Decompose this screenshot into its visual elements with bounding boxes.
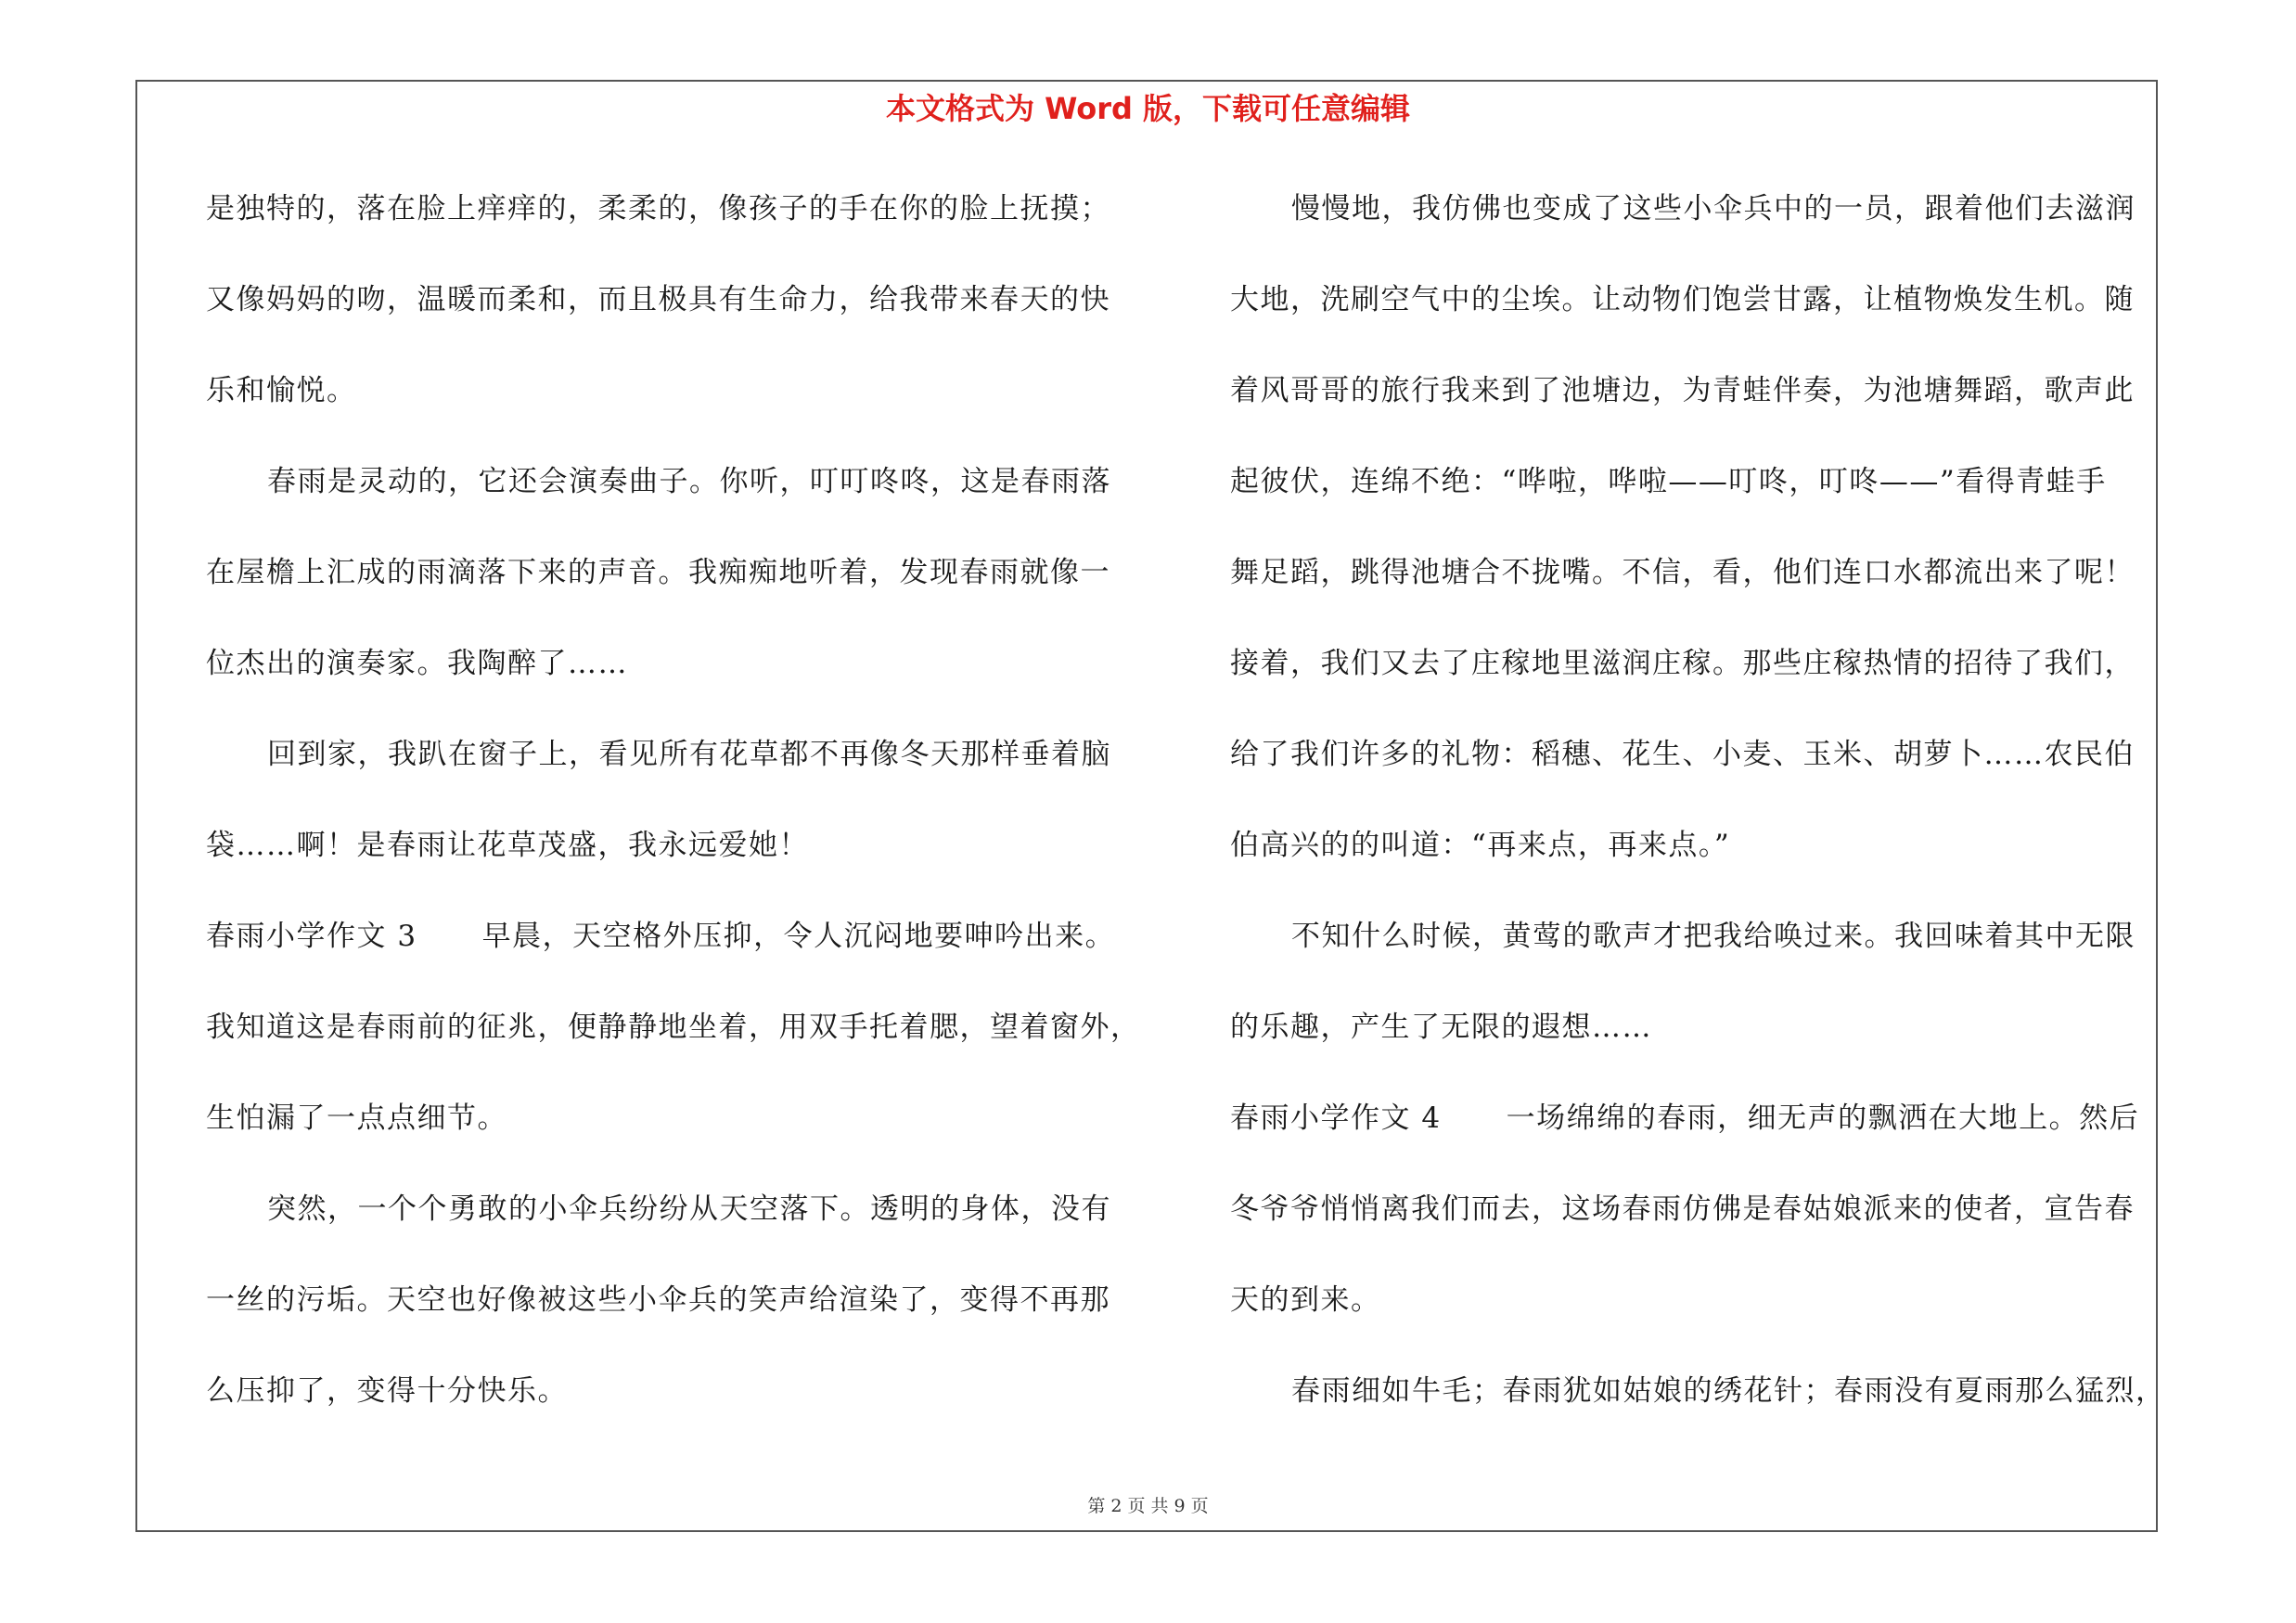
text-line: 早晨，天空格外压抑，令人沉闷地要呻吟出来。 bbox=[481, 920, 1116, 953]
text-line: 一场绵绵的春雨，细无声的飘洒在大地上。然后 bbox=[1506, 1101, 2140, 1135]
text-line: 着风哥哥的旅行我来到了池塘边，为青蛙伴奏，为池塘舞蹈，歌声此 bbox=[1230, 374, 2135, 407]
text-line: 冬爷爷悄悄离我们而去，这场春雨仿佛是春姑娘派来的使者，宣告春 bbox=[1230, 1192, 2135, 1226]
page-number: 第 2 页 共 9 页 bbox=[1087, 1496, 1209, 1516]
text-line: 接着，我们又去了庄稼地里滋润庄稼。那些庄稼热情的招待了我们， bbox=[1230, 647, 2135, 680]
text-line: 么压抑了，变得十分快乐。 bbox=[206, 1374, 568, 1408]
text-line: 大地，洗刷空气中的尘埃。让动物们饱尝甘露，让植物焕发生机。随 bbox=[1230, 283, 2135, 316]
text-line: 袋……啊！是春雨让花草茂盛，我永远爱她！ bbox=[206, 829, 809, 862]
section-title: 春雨小学作文 3 bbox=[206, 920, 417, 953]
section-heading-line bbox=[206, 913, 1115, 960]
text-line: 生怕漏了一点点细节。 bbox=[206, 1101, 507, 1135]
text-line: 突然，一个个勇敢的小伞兵纷纷从天空落下。透明的身体，没有 bbox=[267, 1192, 1111, 1226]
text-line: 又像妈妈的吻，温暖而柔和，而且极具有生命力，给我带来春天的快 bbox=[206, 283, 1110, 316]
text-line: 天的到来。 bbox=[1230, 1283, 1381, 1317]
document-banner: 本文格式为 Word 版，下载可任意编辑 bbox=[885, 91, 1411, 126]
text-line: 一丝的污垢。天空也好像被这些小伞兵的笑声给渲染了，变得不再那 bbox=[206, 1283, 1110, 1317]
text-line: 回到家，我趴在窗子上，看见所有花草都不再像冬天那样垂着脑 bbox=[267, 738, 1111, 771]
text-line: 慢慢地，我仿佛也变成了这些小伞兵中的一员，跟着他们去滋润 bbox=[1291, 192, 2136, 225]
text-line: 的乐趣，产生了无限的遐想…… bbox=[1230, 1011, 1652, 1044]
section-title: 春雨小学作文 4 bbox=[1230, 1101, 1442, 1135]
text-line: 伯高兴的的叫道：“再来点，再来点。” bbox=[1230, 829, 1731, 862]
text-line: 我知道这是春雨前的征兆，便静静地坐着，用双手托着腮，望着窗外， bbox=[206, 1011, 1141, 1044]
text-line: 位杰出的演奏家。我陶醉了…… bbox=[206, 647, 628, 680]
text-line: 起彼伏，连绵不绝：“哗啦，哗啦——叮咚，叮咚——”看得青蛙手 bbox=[1230, 465, 2107, 498]
text-line: 是独特的，落在脸上痒痒的，柔柔的，像孩子的手在你的脸上抚摸； bbox=[206, 192, 1110, 225]
text-line: 春雨是灵动的，它还会演奏曲子。你听，叮叮咚咚，这是春雨落 bbox=[267, 465, 1111, 498]
text-line: 在屋檐上汇成的雨滴落下来的声音。我痴痴地听着，发现春雨就像一 bbox=[206, 556, 1110, 589]
text-line: 不知什么时候，黄莺的歌声才把我给唤过来。我回味着其中无限 bbox=[1291, 920, 2136, 953]
text-line: 舞足蹈，跳得池塘合不拢嘴。不信，看，他们连口水都流出来了呢！ bbox=[1230, 556, 2135, 589]
text-line: 给了我们许多的礼物：稻穗、花生、小麦、玉米、胡萝卜……农民伯 bbox=[1230, 738, 2135, 771]
text-line: 乐和愉悦。 bbox=[206, 374, 357, 407]
text-line: 春雨细如牛毛；春雨犹如姑娘的绣花针；春雨没有夏雨那么猛烈， bbox=[1291, 1374, 2166, 1408]
section-heading-line bbox=[1230, 1095, 2139, 1141]
